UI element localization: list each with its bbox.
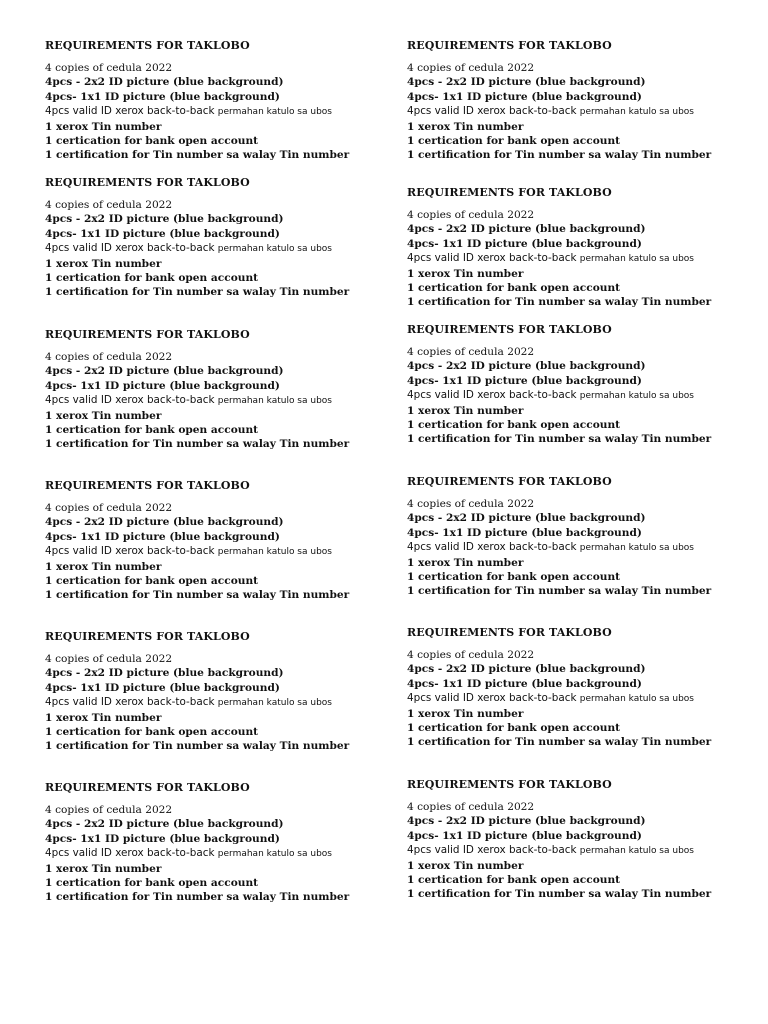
requirement-item bbox=[407, 556, 747, 570]
requirement-text: 1 certification for Tin number sa walay Tin number bbox=[45, 589, 350, 602]
requirement-text: 1 certication for bank open account bbox=[407, 282, 621, 295]
requirement-text: 4pcs valid ID xerox back-to-back bbox=[45, 545, 215, 558]
requirement-item bbox=[407, 691, 747, 706]
requirement-item bbox=[45, 817, 385, 831]
requirement-item bbox=[45, 530, 385, 544]
requirement-text: 1 xerox Tin number bbox=[45, 409, 162, 422]
requirement-text: 1 certification for Tin number sa walay Tin number bbox=[45, 740, 350, 753]
requirement-item bbox=[407, 104, 747, 119]
requirement-item bbox=[407, 648, 747, 662]
requirement-text: 4pcs- 1x1 ID picture (blue background) bbox=[45, 227, 280, 240]
requirement-item bbox=[45, 257, 385, 271]
requirement-item bbox=[45, 227, 385, 241]
requirement-note: permahan katulo sa ubos bbox=[579, 254, 694, 265]
requirement-item bbox=[45, 832, 385, 846]
requirement-item bbox=[45, 120, 385, 134]
requirement-text: 4pcs valid ID xerox back-to-back bbox=[407, 252, 577, 265]
requirement-text: 4pcs- 1x1 ID picture (blue background) bbox=[45, 379, 280, 392]
requirement-item bbox=[45, 134, 385, 148]
requirement-text: 1 certication for bank open account bbox=[407, 419, 621, 432]
requirement-item bbox=[45, 393, 385, 408]
requirement-item bbox=[45, 515, 385, 529]
requirement-text: 4 copies of cedula 2022 bbox=[407, 801, 535, 813]
requirement-text: 1 xerox Tin number bbox=[407, 707, 524, 720]
requirement-item bbox=[407, 418, 747, 432]
requirement-note: permahan katulo sa ubos bbox=[217, 107, 332, 118]
requirement-note: permahan katulo sa ubos bbox=[217, 547, 332, 558]
block-title: REQUIREMENTS FOR TAKLOBO bbox=[45, 39, 250, 52]
requirement-text: 1 certication for bank open account bbox=[407, 135, 621, 148]
requirement-item bbox=[407, 75, 747, 89]
requirement-item bbox=[45, 890, 385, 904]
requirements-block bbox=[45, 327, 385, 452]
requirement-text: 1 certication for bank open account bbox=[407, 571, 621, 584]
requirement-text: 4pcs- 1x1 ID picture (blue background) bbox=[407, 677, 642, 690]
requirement-text: 1 certication for bank open account bbox=[45, 424, 259, 437]
requirement-text: 1 xerox Tin number bbox=[407, 556, 524, 569]
requirement-note: permahan katulo sa ubos bbox=[217, 396, 332, 407]
requirement-text: 4 copies of cedula 2022 bbox=[407, 649, 535, 661]
requirement-item bbox=[407, 540, 747, 555]
requirement-text: 1 certication for bank open account bbox=[45, 272, 259, 285]
requirement-item bbox=[407, 134, 747, 148]
requirement-item bbox=[45, 241, 385, 256]
requirement-note: permahan katulo sa ubos bbox=[579, 543, 694, 554]
requirement-text: 4pcs - 2x2 ID picture (blue background) bbox=[45, 516, 284, 529]
requirement-item bbox=[407, 120, 747, 134]
requirements-block bbox=[45, 780, 385, 905]
requirement-item bbox=[407, 677, 747, 691]
requirement-item bbox=[407, 887, 747, 901]
requirement-item bbox=[407, 814, 747, 828]
requirement-item bbox=[45, 681, 385, 695]
requirement-text: 4pcs - 2x2 ID picture (blue background) bbox=[45, 213, 284, 226]
requirement-item bbox=[407, 237, 747, 251]
requirement-item bbox=[407, 404, 747, 418]
requirement-text: 4 copies of cedula 2022 bbox=[45, 502, 173, 514]
requirement-text: 4pcs- 1x1 ID picture (blue background) bbox=[45, 530, 280, 543]
requirement-text: 4pcs valid ID xerox back-to-back bbox=[45, 242, 215, 255]
requirement-item bbox=[45, 652, 385, 666]
requirement-text: 4pcs- 1x1 ID picture (blue background) bbox=[407, 237, 642, 250]
requirement-item bbox=[45, 271, 385, 285]
requirement-text: 4pcs valid ID xerox back-to-back bbox=[45, 105, 215, 118]
requirement-item bbox=[45, 437, 385, 451]
requirement-item bbox=[407, 90, 747, 104]
requirement-text: 4pcs valid ID xerox back-to-back bbox=[407, 541, 577, 554]
requirement-text: 1 xerox Tin number bbox=[45, 257, 162, 270]
requirement-item bbox=[45, 104, 385, 119]
requirement-text: 4 copies of cedula 2022 bbox=[407, 498, 535, 510]
requirement-note: permahan katulo sa ubos bbox=[217, 698, 332, 709]
requirement-item bbox=[45, 560, 385, 574]
requirement-item bbox=[407, 735, 747, 749]
requirement-item bbox=[45, 574, 385, 588]
requirement-text: 4pcs- 1x1 ID picture (blue background) bbox=[407, 829, 642, 842]
requirement-item bbox=[407, 800, 747, 814]
requirement-text: 1 certification for Tin number sa walay Tin number bbox=[45, 286, 350, 299]
requirement-text: 1 certification for Tin number sa walay Tin number bbox=[407, 149, 712, 162]
requirement-item bbox=[45, 61, 385, 75]
requirement-text: 1 certication for bank open account bbox=[45, 575, 259, 588]
requirement-item bbox=[407, 432, 747, 446]
requirement-text: 1 certication for bank open account bbox=[45, 135, 259, 148]
requirement-text: 4pcs valid ID xerox back-to-back bbox=[407, 105, 577, 118]
requirement-item bbox=[45, 423, 385, 437]
block-title: REQUIREMENTS FOR TAKLOBO bbox=[407, 778, 612, 791]
requirement-item bbox=[407, 359, 747, 373]
requirements-block bbox=[45, 175, 385, 300]
requirement-item bbox=[45, 285, 385, 299]
requirements-block bbox=[45, 478, 385, 603]
requirement-text: 1 certification for Tin number sa walay Tin number bbox=[45, 149, 350, 162]
requirement-item bbox=[407, 388, 747, 403]
requirement-text: 4 copies of cedula 2022 bbox=[45, 62, 173, 74]
requirement-item bbox=[45, 803, 385, 817]
block-title: REQUIREMENTS FOR TAKLOBO bbox=[45, 328, 250, 341]
requirement-text: 4 copies of cedula 2022 bbox=[407, 346, 535, 358]
requirement-text: 1 xerox Tin number bbox=[407, 267, 524, 280]
requirement-text: 1 certification for Tin number sa walay Tin number bbox=[45, 438, 350, 451]
requirement-text: 4pcs- 1x1 ID picture (blue background) bbox=[45, 832, 280, 845]
requirement-item bbox=[407, 148, 747, 162]
requirement-text: 4pcs valid ID xerox back-to-back bbox=[45, 847, 215, 860]
requirement-text: 4pcs - 2x2 ID picture (blue background) bbox=[45, 76, 284, 89]
requirement-item bbox=[45, 862, 385, 876]
requirement-item bbox=[407, 345, 747, 359]
requirement-item bbox=[407, 267, 747, 281]
requirement-text: 1 xerox Tin number bbox=[45, 560, 162, 573]
requirement-item bbox=[407, 511, 747, 525]
requirement-item bbox=[407, 222, 747, 236]
requirements-block bbox=[407, 322, 747, 447]
block-title: REQUIREMENTS FOR TAKLOBO bbox=[45, 781, 250, 794]
requirement-text: 1 certication for bank open account bbox=[407, 722, 621, 735]
requirement-item bbox=[407, 295, 747, 309]
requirement-text: 1 certification for Tin number sa walay Tin number bbox=[407, 585, 712, 598]
requirement-text: 1 xerox Tin number bbox=[45, 711, 162, 724]
requirement-item bbox=[45, 198, 385, 212]
requirement-item bbox=[407, 721, 747, 735]
requirement-text: 1 certification for Tin number sa walay Tin number bbox=[407, 296, 712, 309]
requirement-item bbox=[407, 843, 747, 858]
requirement-item bbox=[407, 526, 747, 540]
requirements-block bbox=[407, 185, 747, 310]
block-title: REQUIREMENTS FOR TAKLOBO bbox=[407, 475, 612, 488]
requirement-note: permahan katulo sa ubos bbox=[579, 694, 694, 705]
requirement-item bbox=[45, 846, 385, 861]
requirement-item bbox=[407, 208, 747, 222]
requirement-item bbox=[407, 829, 747, 843]
requirement-item bbox=[45, 725, 385, 739]
requirement-text: 4 copies of cedula 2022 bbox=[45, 804, 173, 816]
requirement-text: 4pcs - 2x2 ID picture (blue background) bbox=[45, 818, 284, 831]
requirement-text: 4pcs - 2x2 ID picture (blue background) bbox=[407, 360, 646, 373]
requirements-block bbox=[45, 38, 385, 163]
requirement-item bbox=[407, 859, 747, 873]
requirement-text: 4pcs- 1x1 ID picture (blue background) bbox=[407, 526, 642, 539]
requirement-text: 1 certification for Tin number sa walay Tin number bbox=[407, 888, 712, 901]
requirement-text: 1 xerox Tin number bbox=[407, 859, 524, 872]
block-title: REQUIREMENTS FOR TAKLOBO bbox=[407, 39, 612, 52]
requirements-block bbox=[45, 629, 385, 754]
requirement-text: 4 copies of cedula 2022 bbox=[45, 653, 173, 665]
requirement-item bbox=[407, 497, 747, 511]
requirement-item bbox=[45, 90, 385, 104]
requirement-text: 4pcs - 2x2 ID picture (blue background) bbox=[407, 76, 646, 89]
requirements-block bbox=[407, 38, 747, 163]
requirement-item bbox=[407, 707, 747, 721]
requirement-text: 1 xerox Tin number bbox=[45, 120, 162, 133]
requirement-item bbox=[45, 148, 385, 162]
requirement-text: 4 copies of cedula 2022 bbox=[407, 62, 535, 74]
requirement-item bbox=[407, 873, 747, 887]
requirement-text: 1 xerox Tin number bbox=[407, 120, 524, 133]
requirement-item bbox=[45, 364, 385, 378]
requirement-item bbox=[407, 251, 747, 266]
requirement-text: 4pcs - 2x2 ID picture (blue background) bbox=[407, 815, 646, 828]
requirement-text: 1 xerox Tin number bbox=[45, 862, 162, 875]
requirements-block bbox=[407, 474, 747, 599]
requirement-text: 4pcs - 2x2 ID picture (blue background) bbox=[407, 663, 646, 676]
requirement-item bbox=[45, 588, 385, 602]
block-title: REQUIREMENTS FOR TAKLOBO bbox=[407, 186, 612, 199]
requirement-text: 4pcs - 2x2 ID picture (blue background) bbox=[407, 512, 646, 525]
block-title: REQUIREMENTS FOR TAKLOBO bbox=[45, 630, 250, 643]
requirement-text: 1 certification for Tin number sa walay Tin number bbox=[407, 736, 712, 749]
requirement-text: 4pcs - 2x2 ID picture (blue background) bbox=[407, 223, 646, 236]
block-title: REQUIREMENTS FOR TAKLOBO bbox=[45, 479, 250, 492]
requirement-text: 1 certication for bank open account bbox=[45, 726, 259, 739]
requirement-text: 4pcs - 2x2 ID picture (blue background) bbox=[45, 667, 284, 680]
requirement-item bbox=[45, 695, 385, 710]
requirement-note: permahan katulo sa ubos bbox=[579, 107, 694, 118]
requirement-text: 4pcs- 1x1 ID picture (blue background) bbox=[45, 681, 280, 694]
requirement-note: permahan katulo sa ubos bbox=[579, 391, 694, 402]
requirement-item bbox=[407, 374, 747, 388]
block-title: REQUIREMENTS FOR TAKLOBO bbox=[407, 626, 612, 639]
requirement-text: 1 certification for Tin number sa walay Tin number bbox=[45, 891, 350, 904]
requirement-item bbox=[407, 584, 747, 598]
requirement-text: 1 certication for bank open account bbox=[407, 874, 621, 887]
block-title: REQUIREMENTS FOR TAKLOBO bbox=[407, 323, 612, 336]
requirement-text: 4pcs valid ID xerox back-to-back bbox=[407, 692, 577, 705]
requirement-text: 4pcs valid ID xerox back-to-back bbox=[45, 696, 215, 709]
requirement-item bbox=[45, 379, 385, 393]
requirement-item bbox=[407, 281, 747, 295]
block-title: REQUIREMENTS FOR TAKLOBO bbox=[45, 176, 250, 189]
requirement-item bbox=[407, 61, 747, 75]
requirement-text: 4 copies of cedula 2022 bbox=[45, 351, 173, 363]
requirement-text: 4pcs- 1x1 ID picture (blue background) bbox=[45, 90, 280, 103]
requirement-item bbox=[45, 739, 385, 753]
requirement-text: 4pcs valid ID xerox back-to-back bbox=[45, 394, 215, 407]
requirement-item bbox=[45, 501, 385, 515]
requirement-text: 4 copies of cedula 2022 bbox=[407, 209, 535, 221]
requirement-item bbox=[45, 544, 385, 559]
requirements-block bbox=[407, 777, 747, 902]
requirement-note: permahan katulo sa ubos bbox=[217, 849, 332, 860]
requirement-text: 4pcs- 1x1 ID picture (blue background) bbox=[407, 374, 642, 387]
requirement-text: 1 xerox Tin number bbox=[407, 404, 524, 417]
requirements-block bbox=[407, 625, 747, 750]
requirement-text: 4pcs valid ID xerox back-to-back bbox=[407, 844, 577, 857]
requirement-item bbox=[45, 876, 385, 890]
requirement-text: 1 certication for bank open account bbox=[45, 877, 259, 890]
requirement-text: 4pcs - 2x2 ID picture (blue background) bbox=[45, 365, 284, 378]
requirement-text: 4 copies of cedula 2022 bbox=[45, 199, 173, 211]
requirement-text: 1 certification for Tin number sa walay Tin number bbox=[407, 433, 712, 446]
requirement-item bbox=[45, 666, 385, 680]
requirement-item bbox=[407, 570, 747, 584]
requirement-item bbox=[45, 711, 385, 725]
requirement-text: 4pcs- 1x1 ID picture (blue background) bbox=[407, 90, 642, 103]
requirement-item bbox=[45, 212, 385, 226]
requirement-note: permahan katulo sa ubos bbox=[579, 846, 694, 857]
requirement-item bbox=[45, 75, 385, 89]
requirement-item bbox=[45, 350, 385, 364]
requirement-item bbox=[45, 409, 385, 423]
requirement-text: 4pcs valid ID xerox back-to-back bbox=[407, 389, 577, 402]
requirement-note: permahan katulo sa ubos bbox=[217, 244, 332, 255]
requirement-item bbox=[407, 662, 747, 676]
